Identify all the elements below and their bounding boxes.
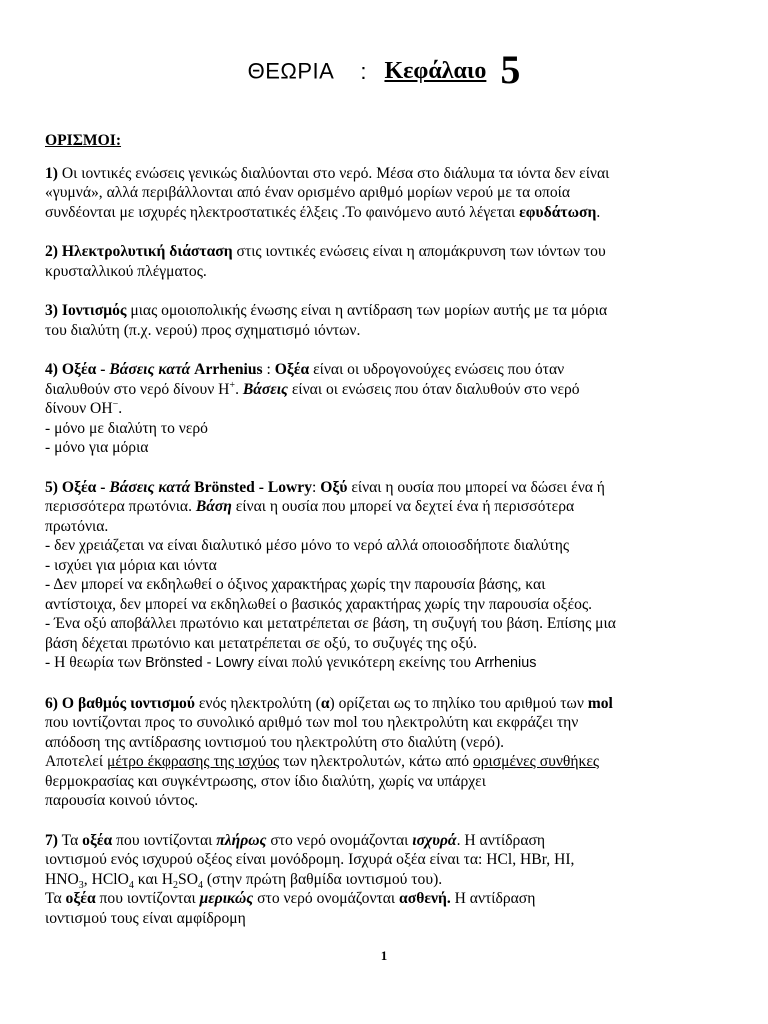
term-alpha: α bbox=[320, 694, 330, 712]
text-segment: και H bbox=[133, 870, 174, 888]
text-segment: SO bbox=[178, 870, 198, 888]
paragraph-line bbox=[45, 752, 730, 772]
text-segment: . Η αντίδραση bbox=[456, 831, 546, 849]
term-bronsted-lowry: Brönsted - Lowry bbox=[190, 478, 312, 496]
text-segment: Η αντίδραση bbox=[450, 890, 536, 907]
paragraph-line bbox=[45, 164, 730, 184]
name-arrhenius: Arrhenius bbox=[474, 655, 537, 671]
definition-6 bbox=[45, 694, 730, 811]
page-number: 1 bbox=[380, 948, 388, 963]
text-segment: είναι οι ενώσεις που όταν διαλυθούν στο νερό bbox=[287, 380, 580, 398]
definition-1 bbox=[45, 164, 730, 223]
paragraph-line: ιοντισμού τους είναι αμφίδρομη bbox=[45, 909, 246, 927]
text-segment: είναι η ουσία που μπορεί να δεχτεί ένα ή περισσότερα bbox=[231, 498, 575, 515]
text-segment: είναι οι υδρογονούχες ενώσεις που όταν bbox=[309, 361, 565, 378]
text-segment: των ηλεκτρολυτών, κάτω από bbox=[279, 753, 473, 770]
text-segment: ενός ηλεκτρολύτη ( bbox=[194, 694, 321, 712]
title-chapter: Κεφάλαιο bbox=[384, 58, 487, 84]
text-segment: είναι η ουσία που μπορεί να δώσει ένα ή bbox=[347, 478, 605, 496]
text-segment: : bbox=[262, 361, 275, 378]
paragraph-line bbox=[45, 497, 730, 517]
definition-5 bbox=[45, 478, 730, 674]
paragraph-line: αντίστοιχα, δεν μπορεί να εκδηλωθεί ο βασικός χαρακτήρας χωρίς την παρουσία οξέος. bbox=[45, 595, 593, 613]
document-body bbox=[45, 131, 730, 948]
list-item: - Ένα οξύ αποβάλλει πρωτόνιο και μετατρέπεται σε βάση, τη συζυγή του βάση. Επίσης μια bbox=[45, 615, 616, 632]
text-segment: που ιοντίζονται bbox=[95, 890, 200, 907]
term-bases-according: Βάσεις κατά bbox=[109, 361, 191, 378]
superscript: − bbox=[112, 398, 119, 410]
title-separator: : bbox=[360, 58, 367, 84]
paragraph-line: του διαλύτη (π.χ. νερού) προς σχηματισμό ιόντων. bbox=[45, 321, 361, 339]
term-hydration: εφυδάτωση bbox=[519, 203, 597, 221]
term-bases-according: Βάσεις κατά bbox=[109, 478, 191, 496]
paragraph-line bbox=[45, 203, 730, 223]
paragraph-line: ιοντισμού ενός ισχυρού οξέος είναι μονόδρομη. Ισχυρά οξέα είναι τα: HCl, HBr, HI, bbox=[45, 851, 575, 868]
section-heading: ΟΡΙΣΜΟΙ: bbox=[45, 132, 122, 149]
paragraph-line: πρωτόνια. bbox=[45, 517, 109, 535]
text-segment: που ιοντίζονται bbox=[112, 831, 217, 849]
text-segment: - Η θεωρία των bbox=[45, 654, 146, 671]
term-oxea: οξέα bbox=[65, 890, 96, 907]
paragraph-line bbox=[45, 478, 730, 498]
text-segment: (στην πρώτη βαθμίδα ιοντισμού του). bbox=[202, 870, 443, 888]
title-theory: ΘΕΩΡΙΑ bbox=[247, 58, 335, 84]
paragraph-line: που ιοντίζονται προς το συνολικό αριθμό των mol του ηλεκτρολύτη και εκφράζει την bbox=[45, 714, 579, 731]
superscript: + bbox=[229, 379, 236, 391]
paragraph-line bbox=[45, 831, 730, 851]
text-segment: Τα bbox=[45, 890, 66, 907]
text-segment: . bbox=[118, 400, 123, 417]
term-degree-of-ionization: βαθμός ιοντισμού bbox=[77, 694, 195, 712]
term-oxea: Οξέα bbox=[274, 361, 310, 378]
term-oxy: Οξύ bbox=[320, 478, 348, 496]
text-segment: δίνουν ΟΗ bbox=[45, 400, 113, 417]
text-segment: . bbox=[235, 380, 243, 398]
term-ionization: Ιοντισμός bbox=[58, 302, 127, 319]
list-item bbox=[45, 653, 730, 674]
paragraph-line bbox=[45, 380, 730, 400]
text-segment: . bbox=[596, 203, 601, 221]
term-fully: πλήρως bbox=[216, 831, 267, 849]
item-number: 2) bbox=[45, 243, 58, 260]
text-segment: στο νερό ονομάζονται bbox=[253, 890, 400, 907]
paragraph-line: «γυμνά», αλλά περιβάλλονται από έναν ορισμένο αριθμό μορίων νερού με τα οποία bbox=[45, 184, 571, 201]
text-segment: μιας ομοιοπολικής ένωσης είναι η αντίδραση των μορίων αυτής με τα μόρια bbox=[126, 302, 608, 319]
paragraph-line bbox=[45, 399, 730, 419]
text-segment: Οι ιοντικές ενώσεις γενικώς διαλύονται στο νερό. Μέσα στο διάλυμα τα ιόντα δεν είναι bbox=[58, 164, 610, 182]
paragraph-line: βάση δέχεται πρωτόνιο και μετατρέπεται σε οξύ, το συζυγές της οξύ. bbox=[45, 634, 478, 652]
list-item: - μόνο για μόρια bbox=[45, 439, 149, 456]
term-partially: μερικώς bbox=[199, 890, 254, 907]
text-segment: στις ιοντικές ενώσεις είναι η απομάκρυνση των ιόντων του bbox=[232, 243, 606, 260]
name-bronsted-lowry: Brönsted - Lowry bbox=[145, 655, 254, 671]
definition-4 bbox=[45, 360, 730, 458]
item-number: 5) bbox=[45, 478, 58, 496]
definition-7 bbox=[45, 831, 730, 929]
item-number: 1) bbox=[45, 164, 58, 182]
term-vasi: Βάση bbox=[195, 498, 232, 515]
text-segment: περισσότερα πρωτόνια. bbox=[45, 498, 196, 515]
paragraph-line bbox=[45, 301, 730, 321]
term-acids: Οξέα - bbox=[58, 478, 110, 496]
item-number: 7) bbox=[45, 831, 58, 849]
text-segment: : bbox=[312, 478, 321, 496]
item-number: 4) bbox=[45, 361, 58, 378]
text-segment: Αποτελεί bbox=[45, 753, 107, 770]
term-oxea: οξέα bbox=[82, 831, 113, 849]
text-segment: διαλυθούν στο νερό δίνουν Η bbox=[45, 380, 230, 398]
text-segment: Τα bbox=[58, 831, 83, 849]
paragraph-line: κρυσταλλικού πλέγματος. bbox=[45, 262, 207, 280]
list-item: - Δεν μπορεί να εκδηλωθεί ο όξινος χαρακτήρας χωρίς την παρουσία βάσης, και bbox=[45, 576, 546, 593]
text-segment: ) ορίζεται ως το πηλίκο του αριθμού των bbox=[329, 694, 588, 712]
text-segment: , HClO bbox=[83, 870, 129, 888]
paragraph-line bbox=[45, 870, 730, 890]
paragraph-line: απόδοση της αντίδρασης ιοντισμού του ηλεκτρολύτη στο διαλύτη (νερό). bbox=[45, 733, 505, 751]
subscript: 4 bbox=[128, 879, 134, 891]
text-segment: στο νερό ονομάζονται bbox=[266, 831, 413, 849]
underlined-phrase: μέτρο έκφρασης της ισχύος bbox=[106, 753, 280, 770]
list-item: - ισχύει για μόρια και ιόντα bbox=[45, 556, 217, 574]
text-segment: είναι πολύ γενικότερη εκείνης του bbox=[253, 654, 475, 671]
term-electrolytic-dissociation: Ηλεκτρολυτική διάσταση bbox=[58, 243, 233, 260]
text-segment: Ο bbox=[58, 694, 78, 712]
underlined-phrase: ορισμένες συνθήκες bbox=[472, 753, 600, 770]
paragraph-line bbox=[45, 694, 730, 714]
definition-2 bbox=[45, 242, 730, 281]
definition-3 bbox=[45, 301, 730, 340]
subscript: 4 bbox=[197, 879, 203, 891]
paragraph-line bbox=[45, 242, 730, 262]
term-arrhenius: Arrhenius bbox=[190, 361, 263, 378]
term-baseis: Βάσεις bbox=[242, 380, 288, 398]
term-weak: ασθενή. bbox=[399, 890, 451, 907]
item-number: 3) bbox=[45, 302, 58, 319]
title-chapter-number: 5 bbox=[500, 47, 521, 92]
subscript: 3 bbox=[78, 879, 84, 891]
paragraph-line: παρουσία κοινού ιόντος. bbox=[45, 792, 199, 809]
list-item: - μόνο με διαλύτη το νερό bbox=[45, 419, 208, 437]
page-title bbox=[0, 48, 768, 95]
term-mol: mol bbox=[587, 694, 613, 712]
paragraph-line bbox=[45, 889, 730, 909]
paragraph-line: θερμοκρασίας και συγκέντρωσης, στον ίδιο διαλύτη, χωρίς να υπάρχει bbox=[45, 772, 486, 790]
text-segment: HNO bbox=[45, 870, 79, 888]
subscript: 2 bbox=[173, 879, 179, 891]
item-number: 6) bbox=[45, 694, 58, 712]
text-segment: συνδέονται με ισχυρές ηλεκτροστατικές έλξεις .Το φαινόμενο αυτό λέγεται bbox=[45, 203, 520, 221]
term-strong: ισχυρά bbox=[412, 831, 457, 849]
paragraph-line bbox=[45, 360, 730, 380]
term-acids: Οξέα - bbox=[58, 361, 110, 378]
list-item: - δεν χρειάζεται να είναι διαλυτικό μέσο μόνο το νερό αλλά οποιοσδήποτε διαλύτης bbox=[45, 537, 570, 554]
